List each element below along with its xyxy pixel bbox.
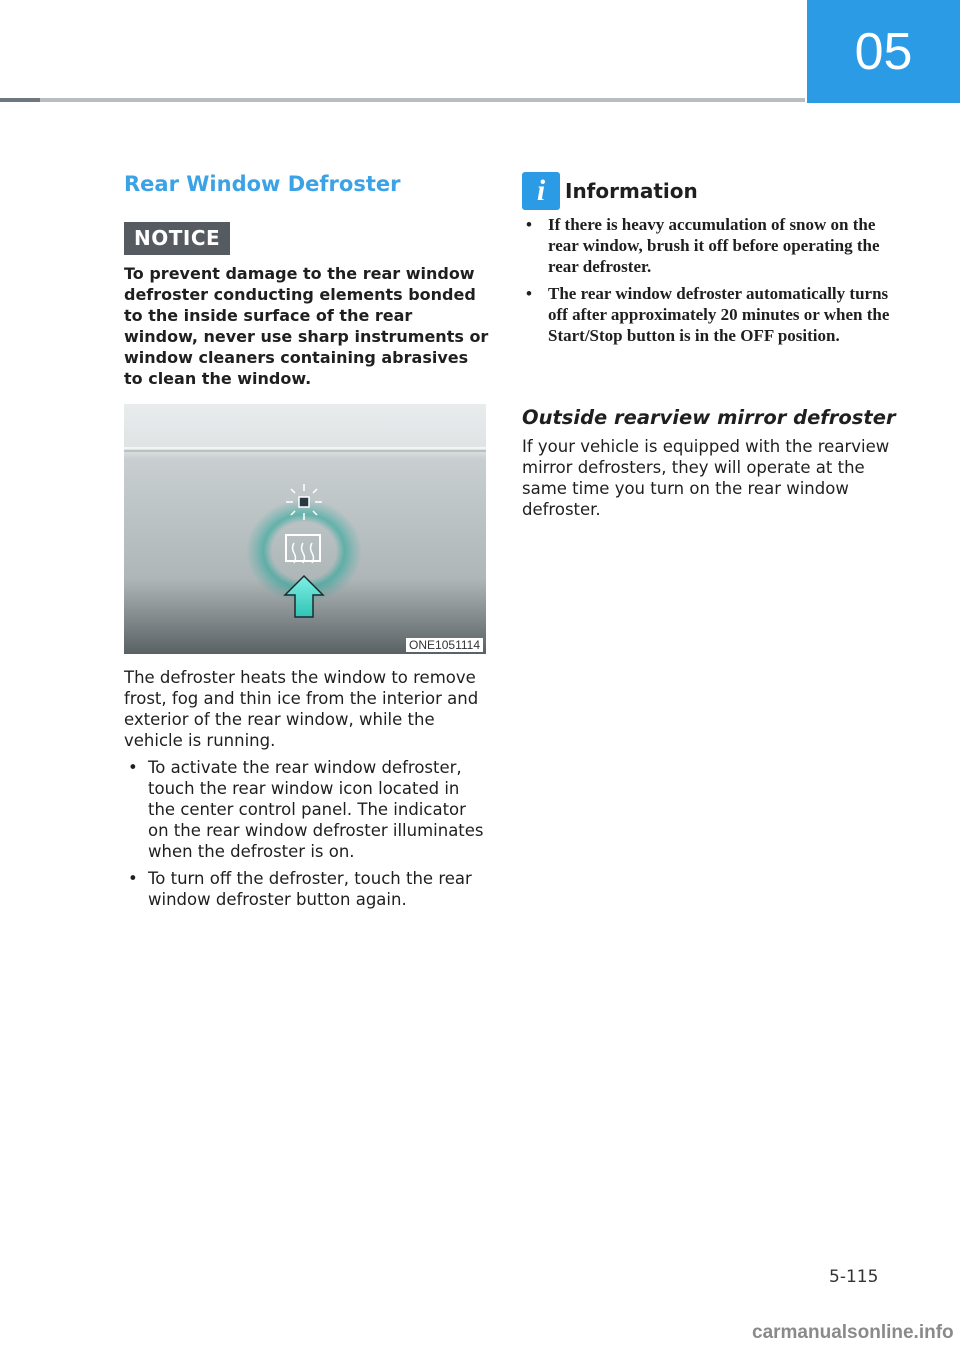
defroster-figure xyxy=(124,404,486,654)
defroster-illustration xyxy=(124,404,486,654)
list-item: • If there is heavy accumulation of snow on the rear window, brush it off before operating the rear defroster. xyxy=(524,214,894,277)
list-item: • To turn off the defroster, touch the rear window defroster button again. xyxy=(124,868,490,910)
information-list xyxy=(524,214,894,352)
indicator-light-icon xyxy=(286,484,322,520)
header-rule xyxy=(0,98,805,102)
notice-badge: NOTICE xyxy=(124,222,230,255)
defroster-description: The defroster heats the window to remove frost, fog and thin ice from the interior and exterior of the rear window, while the vehicle is running. xyxy=(124,668,479,750)
page-number: 5-115 xyxy=(829,1267,879,1287)
information-header xyxy=(522,172,698,210)
list-item: • The rear window defroster automatically turns off after approximately 20 minutes or when the Start/Stop button is in the OFF position. xyxy=(524,283,894,346)
header-rule-accent xyxy=(0,98,40,102)
chapter-tab: 05 xyxy=(807,0,960,103)
section-title: Rear Window Defroster xyxy=(124,172,401,196)
watermark: carmanualsonline.info xyxy=(752,1322,954,1343)
info-icon: i xyxy=(522,172,560,210)
defroster-bullets xyxy=(124,757,490,916)
mirror-defroster-title: Outside rearview mirror defroster xyxy=(522,406,896,429)
list-item: • To activate the rear window defroster, touch the rear window icon located in the center control panel. The indicator on the rear window defroster illuminates when the defroster is on. xyxy=(124,757,490,862)
mirror-defroster-text: If your vehicle is equipped with the rearview mirror defrosters, they will operate at the same time you turn on the rear window defroster. xyxy=(522,437,890,519)
information-title: Information xyxy=(565,179,698,203)
notice-text: To prevent damage to the rear window defroster conducting elements bonded to the inside surface of the rear window, never use sharp instruments or window cleaners containing abrasives to clean the window. xyxy=(124,264,489,388)
figure-code: ONE1051114 xyxy=(406,638,483,652)
